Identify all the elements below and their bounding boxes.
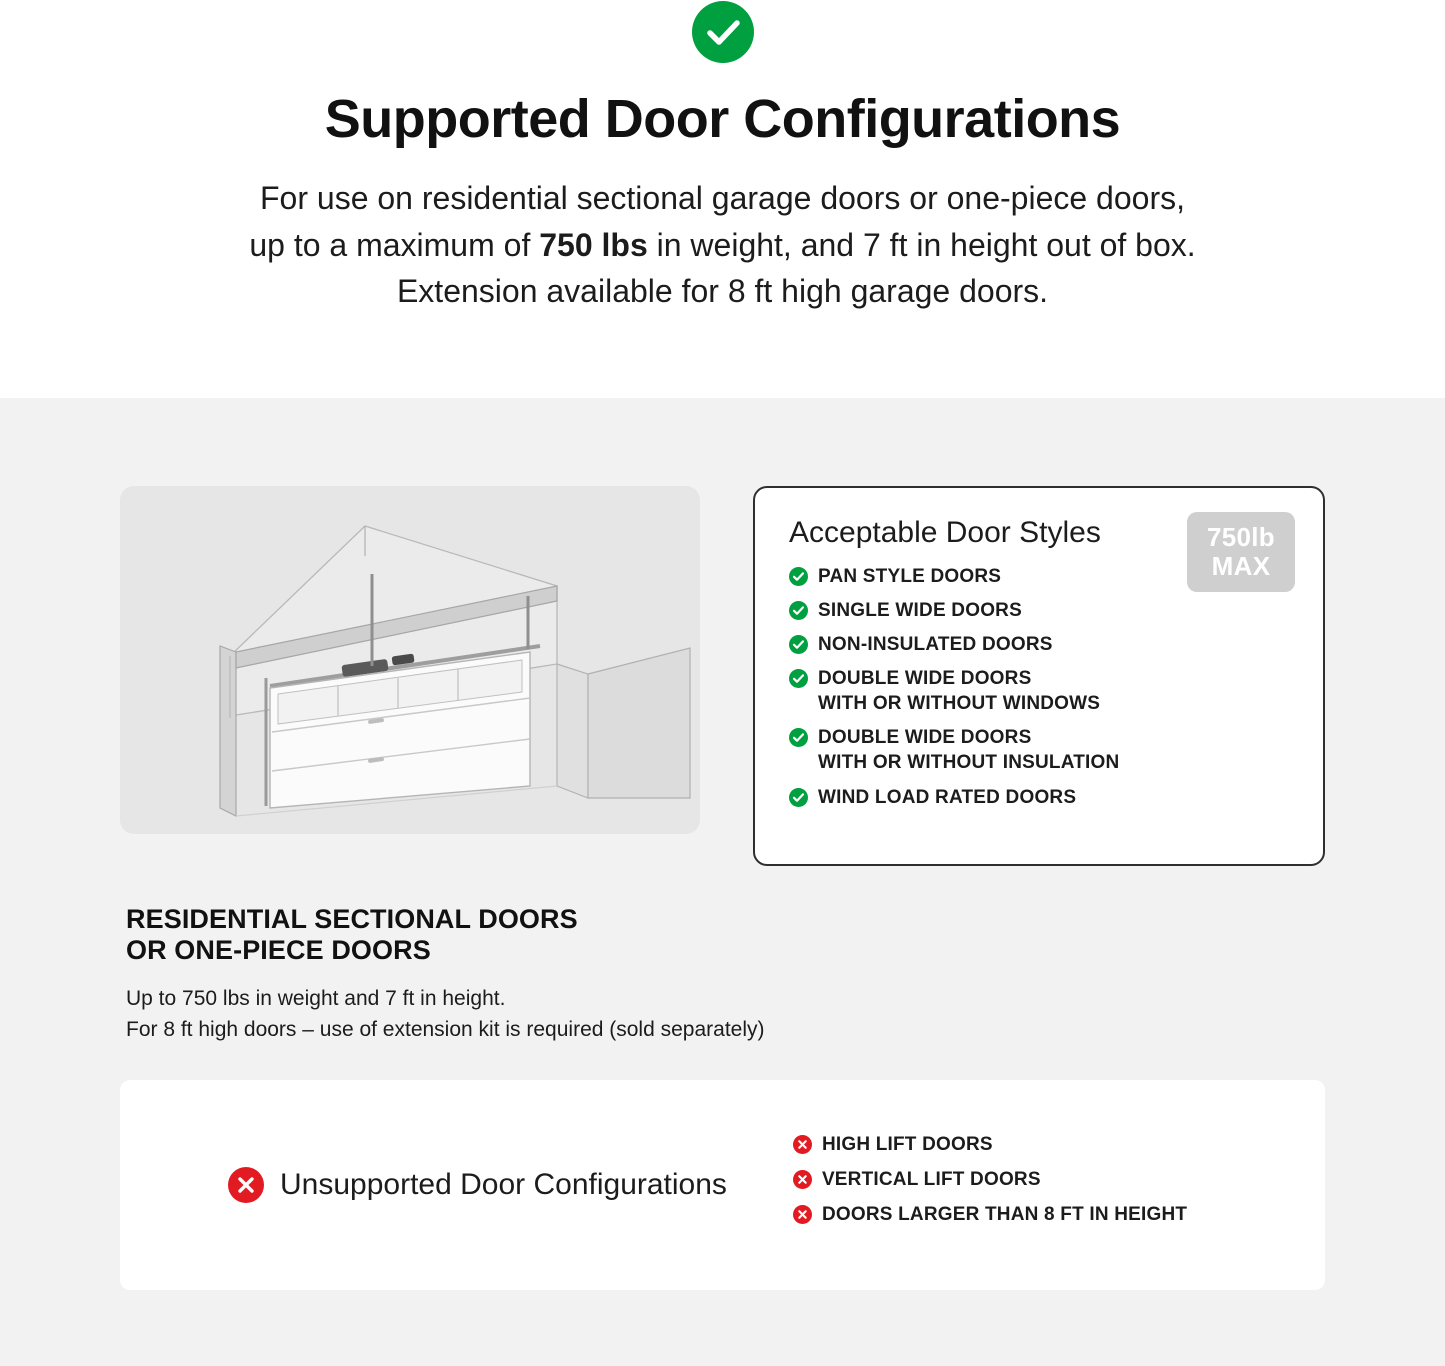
garage-illustration	[120, 486, 700, 834]
illustration-caption-body	[126, 983, 1325, 1046]
content-panel	[0, 398, 1445, 1366]
x-icon	[793, 1205, 812, 1224]
list-item-label	[818, 666, 1100, 716]
list-item-line-2: WITH OR WITHOUT INSULATION	[818, 752, 1120, 774]
list-item-label: HIGH LIFT DOORS	[821, 1134, 993, 1155]
list-item-label	[818, 632, 1053, 657]
hero-subtitle-line-2	[133, 222, 1313, 268]
x-icon	[793, 1135, 812, 1154]
check-icon	[789, 635, 808, 654]
unsupported-title: Unsupported Door Configurations	[280, 1167, 727, 1201]
hero-weight-limit: 750 lbs	[539, 226, 648, 263]
list-item-label	[818, 564, 1001, 589]
x-circle-icon	[228, 1167, 264, 1203]
list-item-label: DOORS LARGER THAN 8 FT IN HEIGHT	[821, 1204, 1188, 1226]
list-item-line-1: DOUBLE WIDE DOORS	[818, 727, 1032, 749]
caption-body-line-2: For 8 ft high doors – use of extension kit is required (sold separately)	[126, 1018, 765, 1042]
badge-line-1: 750lb	[1207, 522, 1275, 553]
list-item-line-1: PAN STYLE DOORS	[818, 566, 1002, 587]
hero-subtitle-line-3: Extension available for 8 ft high garage doors.	[396, 273, 1049, 310]
unsupported-heading-group	[228, 1167, 727, 1203]
hero-section	[0, 0, 1445, 398]
unsupported-list	[793, 1132, 1187, 1227]
list-item	[789, 598, 1293, 623]
caption-title-line-1: RESIDENTIAL SECTIONAL DOORS	[126, 904, 578, 934]
list-item-label	[818, 725, 1119, 775]
acceptable-list	[789, 564, 1293, 810]
list-item-label: VERTICAL LIFT DOORS	[821, 1169, 1041, 1191]
hero-subtitle	[133, 175, 1313, 314]
unsupported-list-wrap	[793, 1132, 1187, 1237]
illustration-caption-title	[126, 904, 1325, 967]
list-item	[793, 1132, 1187, 1157]
list-item-label	[818, 785, 1076, 810]
acceptable-door-styles-heading: Acceptable Door Styles	[789, 516, 1101, 549]
list-item	[793, 1202, 1187, 1227]
list-item-line-2: WITH OR WITHOUT WINDOWS	[818, 693, 1101, 715]
badge-line-2: MAX	[1211, 551, 1271, 581]
check-icon	[789, 601, 808, 620]
hero-subtitle-line-2-prefix: up to a maximum of	[249, 226, 540, 263]
page-title: Supported Door Configurations	[324, 89, 1121, 149]
list-item-label	[818, 598, 1022, 623]
list-item	[793, 1167, 1187, 1192]
list-item	[789, 632, 1293, 657]
unsupported-configurations-card	[120, 1080, 1325, 1290]
check-circle-icon	[692, 1, 754, 63]
list-item-line-1: SINGLE WIDE DOORS	[818, 600, 1022, 622]
check-icon	[789, 669, 808, 688]
check-icon	[789, 567, 808, 586]
list-item-line-1: WIND LOAD RATED DOORS	[818, 786, 1077, 808]
check-icon	[789, 788, 808, 807]
x-icon	[793, 1170, 812, 1189]
list-item-line-1: DOUBLE WIDE DOORS	[818, 668, 1032, 690]
top-row	[120, 486, 1325, 866]
caption-title-line-2: OR ONE-PIECE DOORS	[126, 935, 431, 966]
weight-limit-badge	[1187, 512, 1295, 592]
list-item	[789, 725, 1293, 775]
acceptable-door-styles-card	[753, 486, 1325, 866]
list-item	[789, 666, 1293, 716]
list-item-line-1: NON-INSULATED DOORS	[818, 634, 1053, 656]
list-item	[789, 785, 1293, 810]
hero-subtitle-line-2-suffix: in weight, and 7 ft in height out of box.	[647, 226, 1196, 263]
hero-subtitle-line-1: For use on residential sectional garage doors or one-piece doors,	[260, 180, 1185, 217]
caption-body-line-1: Up to 750 lbs in weight and 7 ft in height.	[126, 986, 506, 1010]
check-icon	[789, 728, 808, 747]
